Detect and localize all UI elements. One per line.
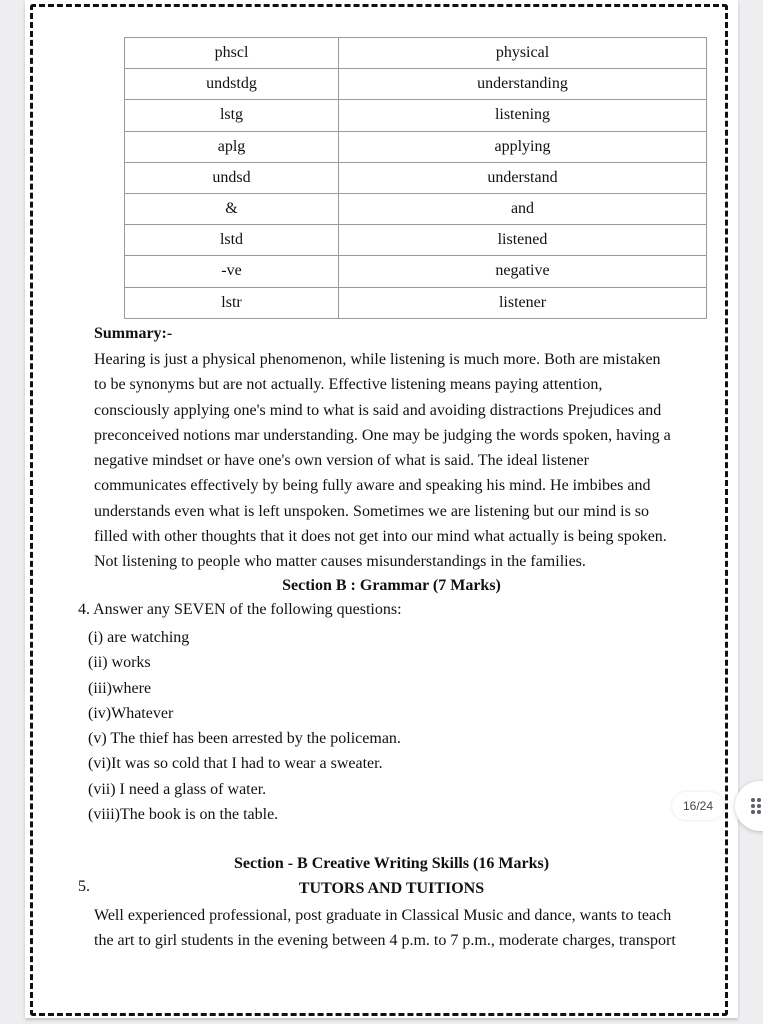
full-form-cell: negative [339,256,707,287]
answer-item: (i) are watching [88,629,190,646]
answer-item: (vii) I need a glass of water. [88,780,267,798]
question-4-prompt: 4. Answer any SEVEN of the following questions: [78,601,402,618]
full-form-cell: listened [339,225,707,256]
abbreviation-cell: phscl [125,38,339,69]
grammar-section-heading: Section B : Grammar (7 Marks) [282,577,501,594]
page-grid-button[interactable] [735,781,763,831]
answer-item: (iv)Whatever [88,704,174,722]
question-5-line: the art to girl students in the evening between 4 p.m. to 7 p.m., moderate charges, transport [94,932,676,950]
summary-line: understands even what is left unspoken. Sometimes we are listening but our mind is so [94,502,650,520]
table-row [125,256,707,287]
summary-line: filled with other thoughts that it does not get into our mind what actually is being spoken. [94,528,667,546]
question-5-line: Well experienced professional, post graduate in Classical Music and dance, wants to teach [94,907,672,924]
question-5-number: 5. [78,878,90,895]
full-form-cell: physical [339,38,707,69]
full-form-cell: listening [339,100,707,131]
answer-item: (v) The thief has been arrested by the policeman. [88,730,401,748]
summary-line: communicates effectively by being fully aware and speaking his mind. He imbibes and [94,477,651,495]
writing-section-heading: Section - B Creative Writing Skills (16 Marks) [233,855,550,872]
abbreviation-cell: & [125,193,339,224]
full-form-cell: understanding [339,69,707,100]
abbreviation-table [124,37,707,319]
answer-item: (ii) works [88,654,151,672]
abbreviation-cell: -ve [125,256,339,287]
full-form-cell: understand [339,162,707,193]
summary-line: negative mindset or have one's own version of what is said. The ideal listener [94,452,589,470]
summary-heading: Summary:- [94,325,173,342]
table-row [125,193,707,224]
table-row [125,162,707,193]
table-row [125,38,707,69]
full-form-cell: applying [339,131,707,162]
summary-line: consciously applying one's mind to what is said and avoiding distractions Prejudices and [94,401,662,419]
answer-item: (vi)It was so cold that I had to wear a sweater. [88,755,383,773]
summary-line: Hearing is just a physical phenomenon, while listening is much more. Both are mistaken [94,351,661,368]
grid-dots-icon [751,798,761,814]
abbreviation-cell: lstg [125,100,339,131]
summary-line: to be synonyms but are not actually. Effective listening means paying attention, [94,376,603,394]
summary-line: Not listening to people who matter causes misunderstandings in the families. [94,553,586,571]
abbreviation-cell: undstdg [125,69,339,100]
summary-paragraph [94,347,714,575]
full-form-cell: listener [339,287,707,318]
grammar-answers-list [88,625,401,827]
table-row [125,100,707,131]
table-row [125,287,707,318]
full-form-cell: and [339,193,707,224]
abbreviation-cell: aplg [125,131,339,162]
question-5-title: TUTORS AND TUITIONS [298,880,485,897]
table-row [125,225,707,256]
summary-line: preconceived notions mar understanding. One may be judging the words spoken, having a [94,426,671,444]
page-indicator: 16/24 [672,792,724,820]
abbreviation-cell: lstr [125,287,339,318]
abbreviation-cell: lstd [125,225,339,256]
document-page [25,0,738,1018]
answer-item: (iii)where [88,679,152,697]
table-row [125,131,707,162]
table-row [125,69,707,100]
abbreviation-cell: undsd [125,162,339,193]
question-5-paragraph [94,903,734,954]
answer-item: (viii)The book is on the table. [88,806,279,824]
